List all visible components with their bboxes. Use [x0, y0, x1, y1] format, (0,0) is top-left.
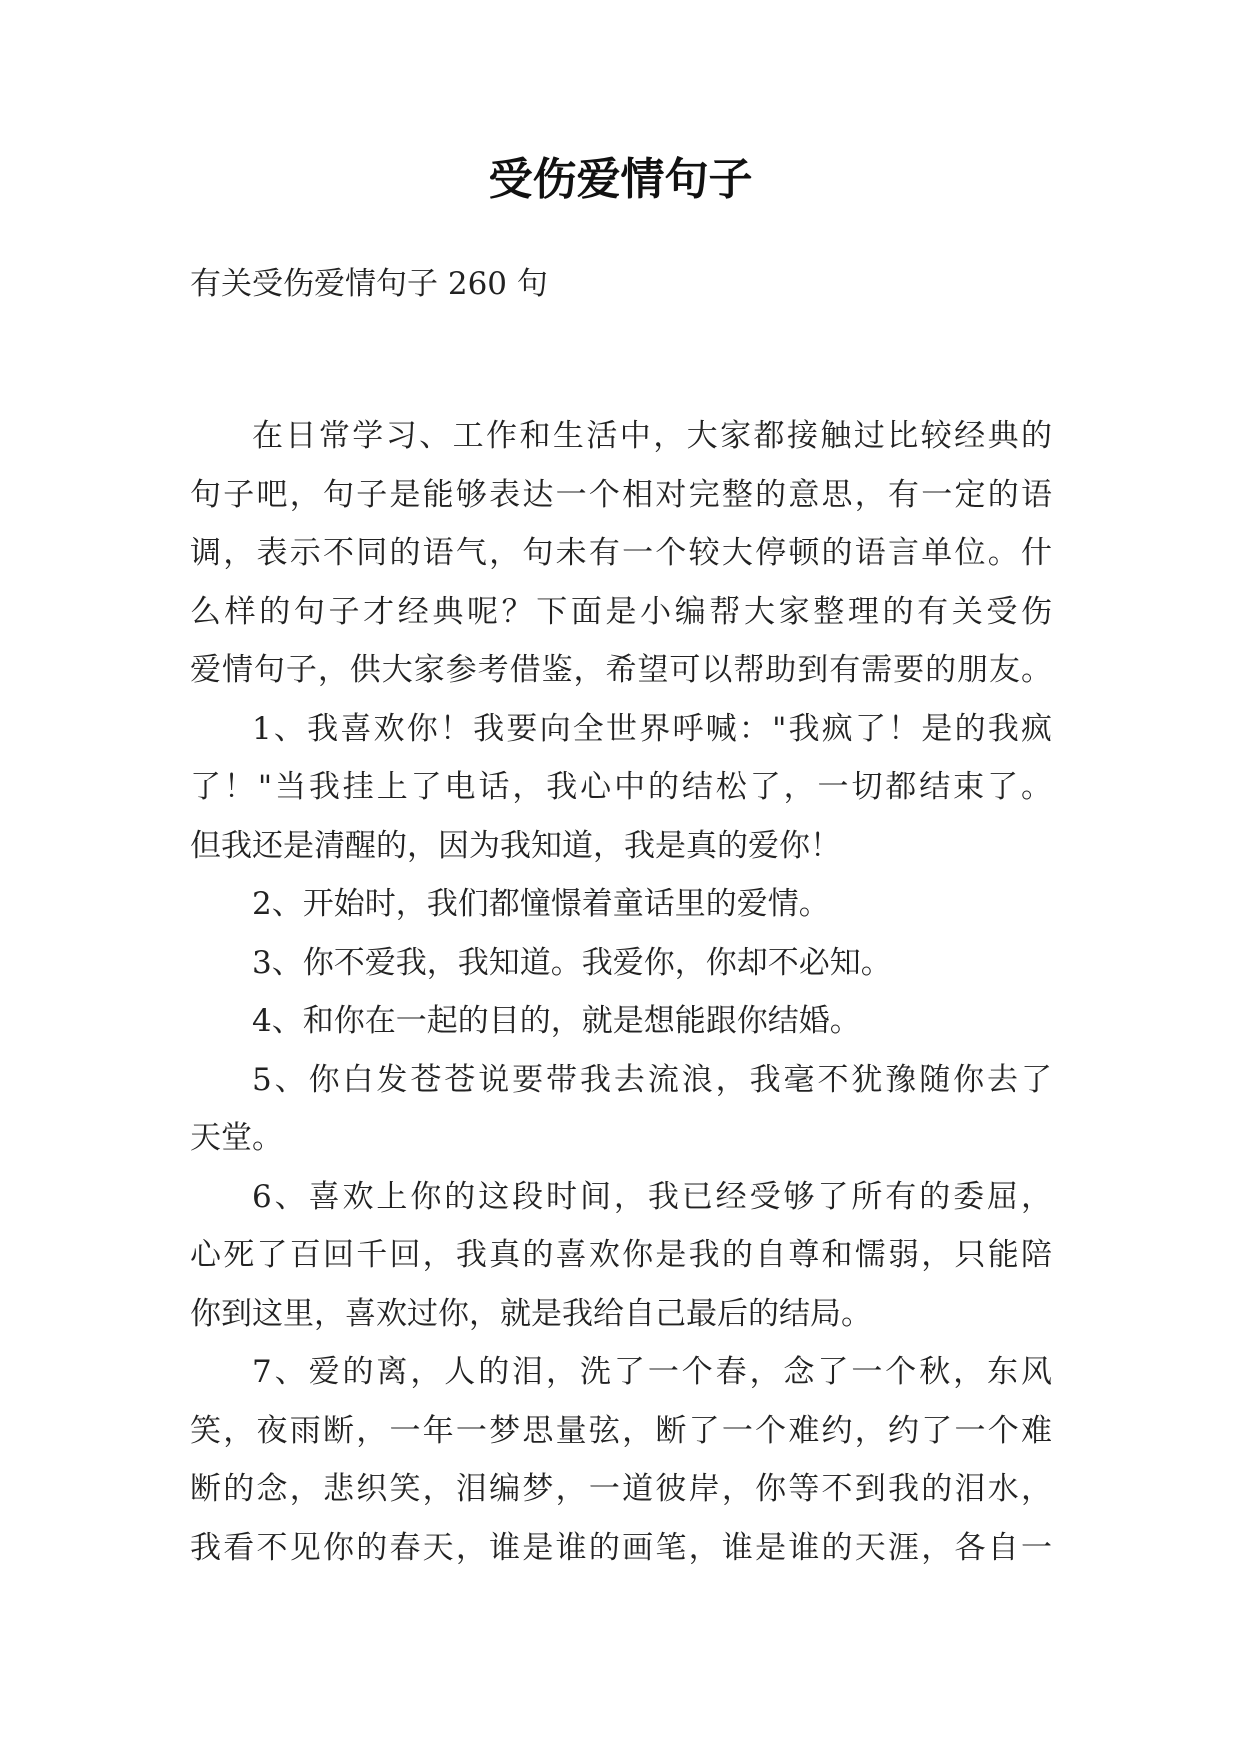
paragraph-line: 爱情句子，供大家参考借鉴，希望可以帮助到有需要的朋友。 — [190, 652, 1052, 688]
paragraph — [190, 407, 1052, 700]
paragraph — [190, 934, 1052, 993]
paragraph-line: 4、和你在一起的目的，就是想能跟你结婚。 — [252, 1003, 861, 1039]
paragraph-line: 但我还是清醒的，因为我知道，我是真的爱你！ — [190, 827, 841, 864]
document-title: 受伤爱情句子 — [488, 154, 753, 205]
paragraph-line: 我看不见你的春天，谁是谁的画笔，谁是谁的天涯，各自一 — [190, 1529, 1052, 1566]
paragraph-line: 5、你白发苍苍说要带我去流浪，我毫不犹豫随你去了 — [252, 1061, 1052, 1098]
paragraph-line: 在日常学习、工作和生活中，大家都接触过比较经典的 — [252, 418, 1052, 454]
paragraph — [190, 992, 1052, 1051]
paragraph-line: 3、你不爱我，我知道。我爱你，你却不必知。 — [252, 944, 892, 981]
paragraph-line: 笑，夜雨断，一年一梦思量弦，断了一个难约，约了一个难 — [190, 1412, 1052, 1449]
paragraph-line: 心死了百回千回，我真的喜欢你是我的自尊和懦弱，只能陪 — [190, 1237, 1052, 1273]
paragraph-line: 么样的句子才经典呢？下面是小编帮大家整理的有关受伤 — [190, 593, 1052, 630]
document-subtitle: 有关受伤爱情句子 260 句 — [190, 266, 548, 302]
paragraph-line: 7、爱的离，人的泪，洗了一个春，念了一个秋，东风 — [252, 1354, 1052, 1390]
document-body — [190, 407, 1052, 1577]
paragraph — [190, 1343, 1052, 1577]
paragraph-line: 你到这里，喜欢过你，就是我给自己最后的结局。 — [190, 1295, 872, 1332]
paragraph-line: 句子吧，句子是能够表达一个相对完整的意思，有一定的语 — [190, 476, 1052, 513]
paragraph-line: 断的念，悲织笑，泪编梦，一道彼岸，你等不到我的泪水， — [190, 1471, 1052, 1507]
paragraph — [190, 700, 1052, 876]
paragraph-line: 调，表示不同的语气，句未有一个较大停顿的语言单位。什 — [190, 535, 1052, 571]
paragraph-line: 天堂。 — [190, 1120, 283, 1156]
paragraph — [190, 1168, 1052, 1344]
paragraph-line: 6、喜欢上你的这段时间，我已经受够了所有的委屈， — [252, 1178, 1052, 1215]
paragraph — [190, 875, 1052, 934]
paragraph-line: 2、开始时，我们都憧憬着童话里的爱情。 — [252, 886, 830, 922]
paragraph-line: 了！"当我挂上了电话，我心中的结松了，一切都结束了。 — [190, 769, 1052, 805]
paragraph-line: 1、我喜欢你！我要向全世界呼喊："我疯了！是的我疯 — [252, 710, 1052, 747]
paragraph — [190, 1051, 1052, 1168]
